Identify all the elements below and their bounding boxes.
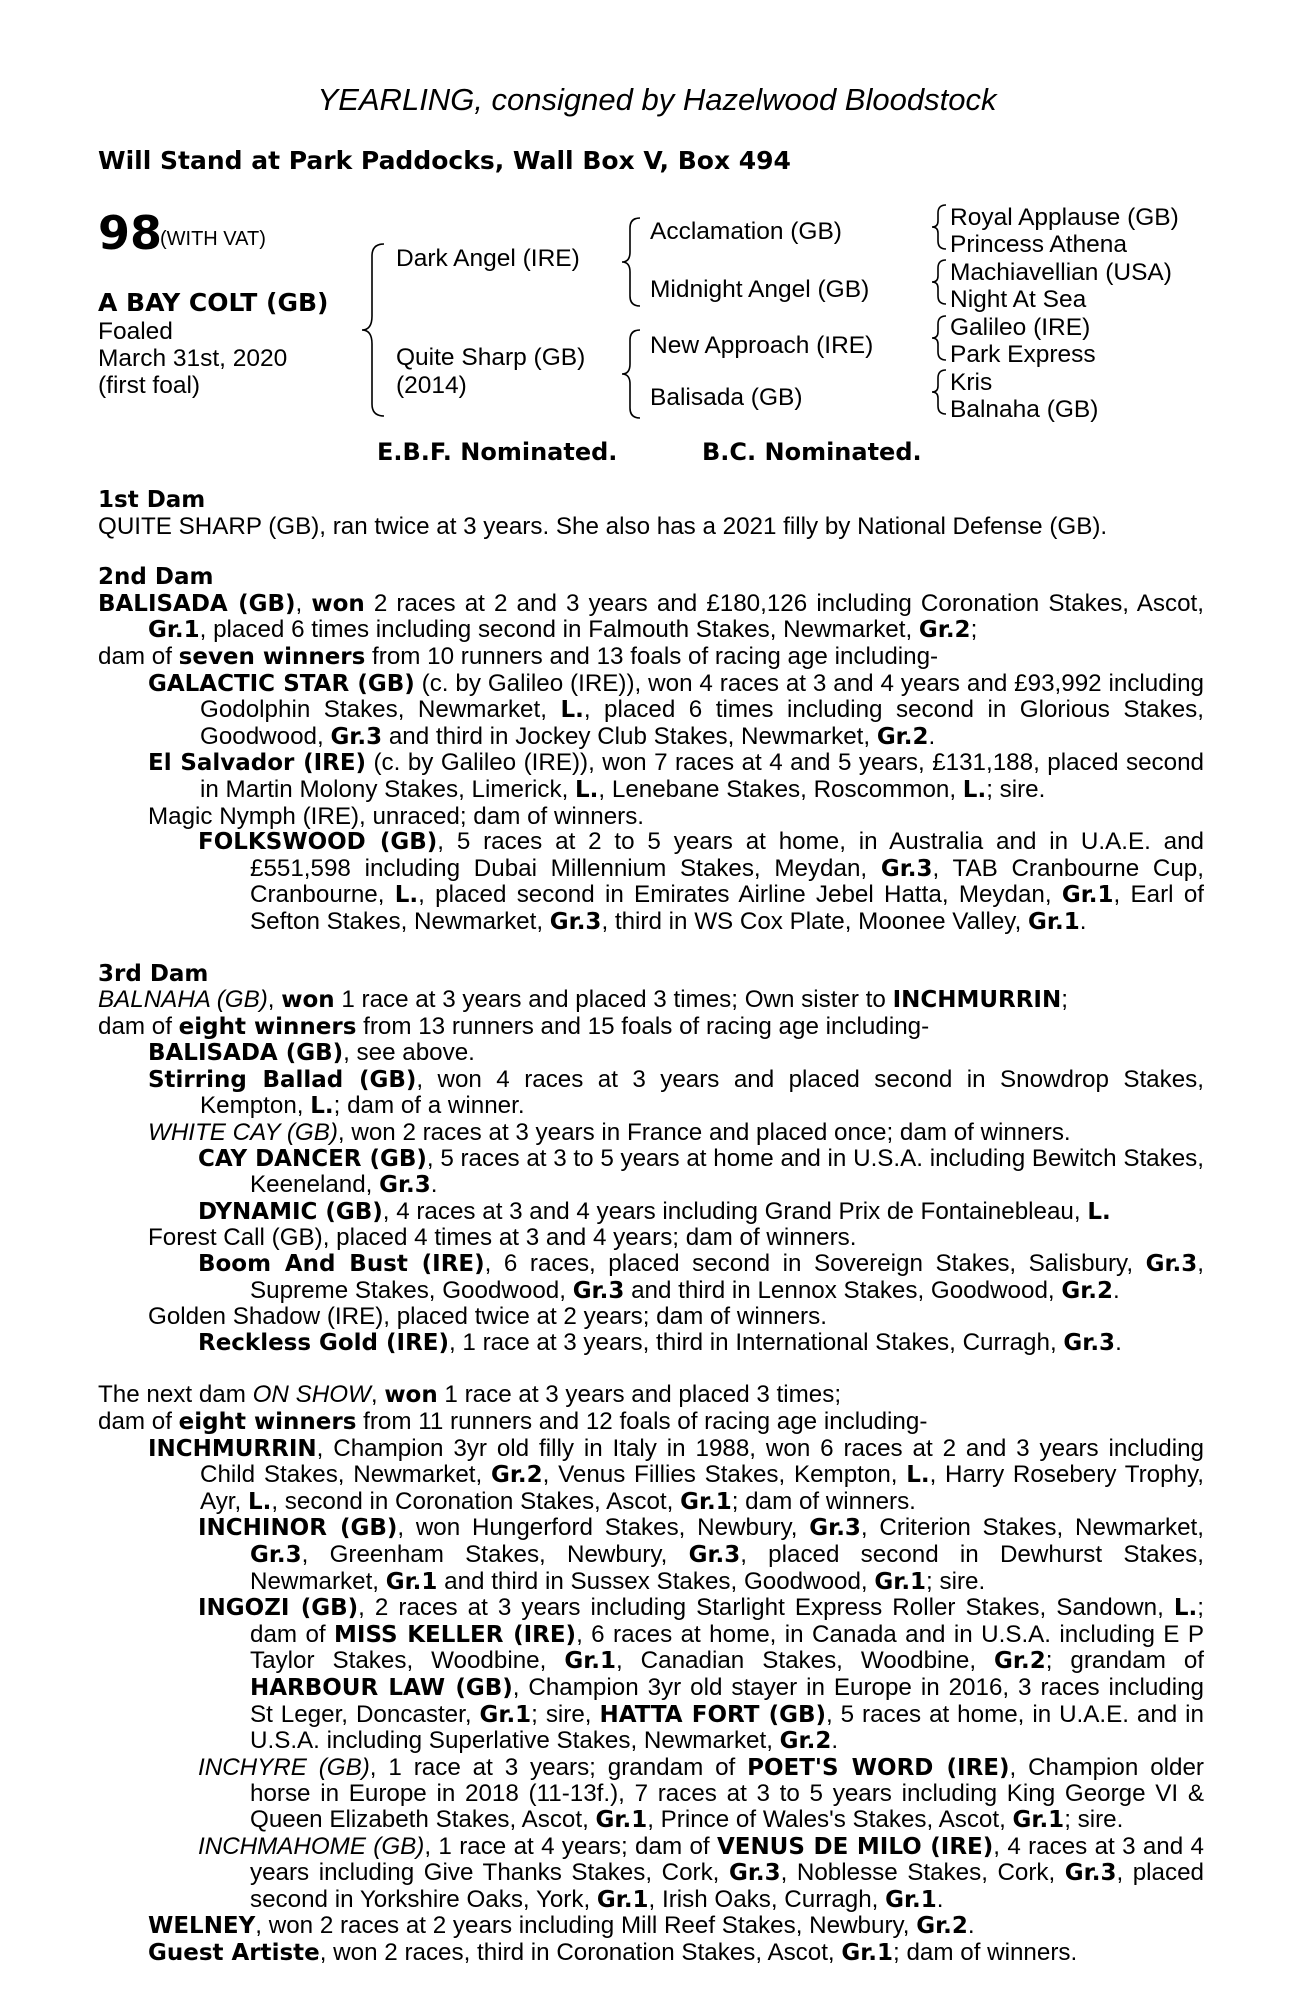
gg6: Park Express xyxy=(950,341,1096,368)
produce-cay-dancer: CAY DANCER (GB), 5 races at 3 to 5 years at home and in U.S.A. including Bewitch Stakes, Keeneland, Gr.3. xyxy=(198,1144,1204,1199)
produce-stirring-ballad: Stirring Ballad (GB), won 4 races at 3 years and placed second in Snowdrop Stakes, Kempton, L.; dam of a winner. xyxy=(148,1065,1204,1120)
catalogue-body xyxy=(98,488,1204,1966)
produce-white-cay: WHITE CAY (GB), won 2 races at 3 years in France and placed once; dam of winners. xyxy=(148,1119,1071,1147)
dam-year: (2014) xyxy=(396,372,467,399)
bc-nomination: B.C. Nominated. xyxy=(702,438,922,466)
horse-name: A BAY COLT (GB) xyxy=(98,288,329,317)
sire-dam: Midnight Angel (GB) xyxy=(650,276,870,303)
first-dam-heading: 1st Dam xyxy=(98,487,206,513)
gg8: Balnaha (GB) xyxy=(950,396,1099,423)
foaled-date: March 31st, 2020 xyxy=(98,345,288,372)
produce-inchyre: INCHYRE (GB), 1 race at 3 years; grandam of POET'S WORD (IRE), Champion older horse in Europe in 2018 (11-13f.), 7 races at 3 to 5 years including King George VI & Queen Elizabeth Stakes, Ascot, Gr.1, Prince of Wales's Stakes, Ascot, Gr.1; sire. xyxy=(198,1753,1204,1833)
next-dam-produce-intro: dam of eight winners from 11 runners and 12 foals of racing age including- xyxy=(98,1408,928,1435)
third-dam-entry: BALNAHA (GB), won 1 race at 3 years and placed 3 times; Own sister to INCHMURRIN; xyxy=(98,986,1068,1014)
gg1: Royal Applause (GB) xyxy=(950,204,1179,231)
first-foal-note: (first foal) xyxy=(98,372,201,399)
produce-inchinor: INCHINOR (GB), won Hungerford Stakes, Newbury, Gr.3, Criterion Stakes, Newmarket, Gr.3, Greenham Stakes, Newbury, Gr.3, placed second in Dewhurst Stakes, Newmarket, Gr.1 and third in Sussex Stakes, Goodwood, Gr.1; sire. xyxy=(198,1514,1204,1595)
third-dam-produce-intro: dam of eight winners from 13 runners and 15 foals of racing age including- xyxy=(98,1012,930,1040)
produce-reckless-gold: Reckless Gold (IRE), 1 race at 3 years, third in International Stakes, Curragh, Gr.3. xyxy=(198,1328,1122,1356)
produce-galactic-star: GALACTIC STAR (GB) (c. by Galileo (IRE)), won 4 races at 3 and 4 years and £93,992 including Godolphin Stakes, Newmarket, L., placed 6 times including second in Glorious Stakes, Goodwood, Gr.3 and third in Jockey Club Stakes, Newmarket, Gr.2. xyxy=(148,669,1204,750)
produce-welney: WELNEY, won 2 races at 2 years including Mill Reef Stakes, Newbury, Gr.2. xyxy=(148,1912,975,1940)
produce-magic-nymph: Magic Nymph (IRE), unraced; dam of winners. xyxy=(148,802,645,830)
produce-guest-artiste: Guest Artiste, won 2 races, third in Coronation Stakes, Ascot, Gr.1; dam of winners. xyxy=(148,1938,1078,1966)
produce-inchmahome: INCHMAHOME (GB), 1 race at 4 years; dam of VENUS DE MILO (IRE), 4 races at 3 and 4 years including Give Thanks Stakes, Cork, Gr.3, Noblesse Stakes, Cork, Gr.3, placed second in Yorkshire Oaks, York, Gr.1, Irish Oaks, Curragh, Gr.1. xyxy=(198,1832,1204,1913)
foaled-label: Foaled xyxy=(98,318,173,345)
third-dam-heading: 3rd Dam xyxy=(98,960,209,987)
gg4: Night At Sea xyxy=(950,286,1087,313)
produce-folkswood: FOLKSWOOD (GB), 5 races at 2 to 5 years at home, in Australia and in U.A.E. and £551,598 including Dubai Millennium Stakes, Meydan, Gr.3, TAB Cranbourne Cup, Cranbourne, L., placed second in Emirates Airline Jebel Hatta, Meydan, Gr.1, Earl of Sefton Stakes, Newmarket, Gr.3, third in WS Cox Plate, Moonee Valley, Gr.1. xyxy=(198,828,1205,935)
produce-golden-shadow: Golden Shadow (IRE), placed twice at 2 years; dam of winners. xyxy=(148,1303,827,1331)
produce-inchmurrin: INCHMURRIN, Champion 3yr old filly in Italy in 1988, won 6 races at 2 and 3 years including Child Stakes, Newmarket, Gr.2, Venus Fillies Stakes, Kempton, L., Harry Rosebery Trophy, Ayr, L., second in Coronation Stakes, Ascot, Gr.1; dam of winners. xyxy=(148,1434,1204,1515)
next-dam-entry: The next dam ON SHOW, won 1 race at 3 years and placed 3 times; xyxy=(98,1381,842,1409)
second-dam-produce-intro: dam of seven winners from 10 runners and 13 foals of racing age including- xyxy=(98,642,939,670)
produce-forest-call: Forest Call (GB), placed 4 times at 3 and 4 years; dam of winners. xyxy=(148,1224,857,1252)
gg7: Kris xyxy=(950,369,993,396)
stand-location: Will Stand at Park Paddocks, Wall Box V, Box 494 xyxy=(98,146,791,175)
ebf-nomination: E.B.F. Nominated. xyxy=(377,438,618,466)
dam-sire: New Approach (IRE) xyxy=(650,332,874,359)
second-dam-entry: BALISADA (GB), won 2 races at 2 and 3 years and £180,126 including Coronation Stakes, Ascot, Gr.1, placed 6 times including second in Falmouth Stakes, Newmarket, Gr.2; xyxy=(98,589,1205,644)
page-title: YEARLING, consigned by Hazelwood Bloodstock xyxy=(317,82,997,117)
sire: Dark Angel (IRE) xyxy=(396,245,580,272)
dam-dam: Balisada (GB) xyxy=(650,384,803,411)
sire-sire: Acclamation (GB) xyxy=(650,218,842,245)
vat-note: (WITH VAT) xyxy=(160,228,266,250)
produce-balisada: BALISADA (GB), see above. xyxy=(148,1039,475,1067)
produce-ingozi: INGOZI (GB), 2 races at 3 years including Starlight Express Roller Stakes, Sandown, L.; dam of MISS KELLER (IRE), 6 races at home, in Canada and in U.S.A. including E P Taylor Stakes, Woodbine, Gr.1, Canadian Stakes, Woodbine, Gr.2; grandam of HARBOUR LAW (GB), Champion 3yr old stayer in Europe in 2016, 3 races including St Leger, Doncaster, Gr.1; sire, HATTA FORT (GB), 5 races at home, in U.A.E. and in U.S.A. including Superlative Stakes, Newmarket, Gr.2. xyxy=(198,1594,1205,1755)
produce-boom-and-bust: Boom And Bust (IRE), 6 races, placed second in Sovereign Stakes, Salisbury, Gr.3, Supreme Stakes, Goodwood, Gr.3 and third in Lennox Stakes, Goodwood, Gr.2. xyxy=(198,1250,1204,1304)
second-dam-heading: 2nd Dam xyxy=(98,564,214,591)
lot-number: 98 xyxy=(98,206,163,260)
gg2: Princess Athena xyxy=(950,231,1128,258)
gg5: Galileo (IRE) xyxy=(950,314,1091,341)
produce-dynamic: DYNAMIC (GB), 4 races at 3 and 4 years including Grand Prix de Fontainebleau, L. xyxy=(198,1197,1111,1225)
gg3: Machiavellian (USA) xyxy=(950,259,1172,286)
dam: Quite Sharp (GB) xyxy=(396,344,586,371)
first-dam-text: QUITE SHARP (GB), ran twice at 3 years. She also has a 2021 filly by National Defense (GB). xyxy=(98,512,1108,540)
produce-el-salvador: El Salvador (IRE) (c. by Galileo (IRE)), won 7 races at 4 and 5 years, £131,188, placed second in Martin Molony Stakes, Limerick, L., Lenebane Stakes, Roscommon, L.; sire. xyxy=(148,749,1204,803)
